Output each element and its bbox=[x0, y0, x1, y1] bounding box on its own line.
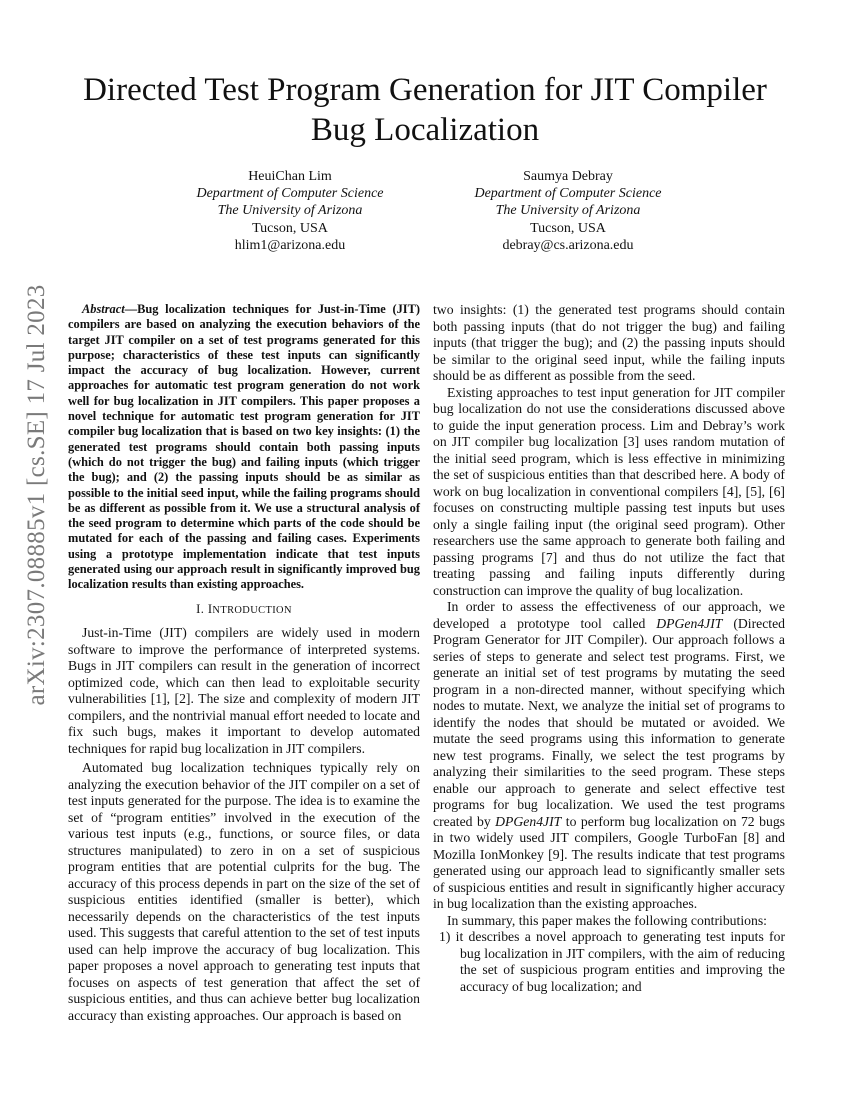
tool-name: DPGen4JIT bbox=[495, 813, 562, 829]
tool-name: DPGen4JIT bbox=[656, 615, 723, 631]
section-title-rest: NTRODUCTION bbox=[212, 604, 292, 616]
arxiv-stamp bbox=[17, 284, 57, 706]
author-email[interactable]: hlim1@arizona.edu bbox=[234, 237, 346, 253]
intro-paragraph-2-continued: two insights: (1) the generated test programs should contain both passing inputs (that do not trigger the bug) and failing inputs (that trigger the bug); and (2) the passing inputs should be similar to the original seed input, while the failing inputs should be as different as possible from the seed. bbox=[433, 302, 785, 383]
intro-p4-a: In order to assess the effectiveness of our approach, we developed a prototype tool called bbox=[433, 599, 785, 631]
intro-p4-c: to perform bug localization on 72 bugs in two widely used JIT compilers, Google TurboFan [8] and Mozilla IonMonkey [9]. The results indicate that test programs generated using our approach lead to significantly smaller sets of suspicious entities and result in significantly higher accuracy in bug localization than the existing approaches. bbox=[433, 813, 785, 911]
intro-paragraph-3: Existing approaches to test input generation for JIT compiler bug localization do not use the considerations discussed above to guide the input generation process. Lim and Debray’s work on JIT compiler bug localization [3] uses random mutation of the initial seed program, which is less effective in minimizing the set of suspicious entities than that described here. A body of work on bug localization in conventional compilers [4], [5], [6] focuses on constructing multiple passing test inputs but uses only a single failing input (the original seed program). Other researchers use the same approach to generate both failing and passing programs [7] and thus do not utilize the fact that treating passing and failing inputs differently during construction can improve the quality of bug localization. bbox=[433, 384, 785, 598]
author-location: Tucson, USA bbox=[530, 220, 606, 236]
abstract-text: Bug localization techniques for Just-in-Time (JIT) compilers are based on analyzing the execution behaviors of the target JIT compiler on a set of test programs generated for this purpose; characteristics of these test inputs can significantly impact the accuracy of bug localization. However, current approaches for automatic test program generation do not work well for bug localization in JIT compilers. This paper proposes a novel technique for automatic test program generation for JIT compiler bug localization that is based on two key insights: (1) the generated test programs should contain both passing inputs (which do not trigger the bug) and failing inputs (which trigger the bug); and (2) the passing inputs should be as similar as possible to the initial seed input, while the failing programs should be as different as possible from it. We use a structural analysis of the seed program to determine which parts of the code should be mutated for each of the passing and failing cases. Experiments using a prototype implementation indicate that test inputs generated using our approach result in significantly improved bug localization results than existing approaches. bbox=[68, 302, 420, 592]
intro-paragraph-1: Just-in-Time (JIT) compilers are widely used in modern software to improve the performance of interpreted systems. Bugs in JIT compilers can result in the generation of incorrect optimized code, which can then lead to exploitable security vulnerabilities [1], [2]. The size and complexity of modern JIT compilers, and the nontrivial manual effort needed to locate and fix such bugs, makes it important to develop automated techniques for rapid bug localization in JIT compilers. bbox=[68, 625, 420, 756]
intro-paragraph-4 bbox=[433, 599, 785, 913]
intro-paragraph-2: Automated bug localization techniques typically rely on analyzing the execution behavior of the JIT compiler on a set of test inputs generated for the purpose. The idea is to examine the set of “program entities” involved in the execution of the various test inputs (e.g., functions, or source files, or data structures manipulated) to zero in on a set of suspicious program entities that are potential culprits for the bug. The accuracy of this process depends in part on the size of the set of suspicious entities identified (smaller is better), which necessarily depends on the characteristics of the test inputs used. This suggests that careful attention to the set of test inputs used can help improve the accuracy of bug localization. This paper proposes a novel approach to generating test inputs that focuses on aspects of test generation that affect the set of suspicious entities, and thus can achieve better bug localization accuracy than existing approaches. Our approach is based on bbox=[68, 760, 420, 1023]
section-title-initial: I bbox=[207, 601, 213, 616]
left-column bbox=[68, 302, 420, 1024]
author-email[interactable]: debray@cs.arizona.edu bbox=[502, 237, 634, 253]
author-institution: The University of Arizona bbox=[495, 203, 641, 219]
intro-p4-b: (Directed Program Generator for JIT Compiler). Our approach follows a series of steps to generate and select test programs. First, we generate an initial set of test programs by mutating the seed program in a non-directed manner, without specifying which nodes to mutate. Next, we analyze the initial set of programs to identify the nodes that should be mutated or avoided. We mutate the seed programs using this information to generate new test programs. Finally, we select the test programs by analyzing their similarities to the seed program. These steps enable our approach to generate and select effective test programs for bug localization. We used the test programs created by bbox=[433, 615, 786, 829]
list-item: 1) it describes a novel approach to generating test inputs for bug localization in JIT compilers, with the aim of reducing the set of suspicious program entities and improving the accuracy of bug localization; and bbox=[439, 929, 785, 994]
intro-paragraph-5: In summary, this paper makes the following contributions: bbox=[447, 912, 767, 928]
section-numeral: I. bbox=[196, 601, 208, 616]
paper-title-line-2: Bug Localization bbox=[310, 112, 540, 148]
paper-title-line-1: Directed Test Program Generation for JIT Compiler bbox=[83, 72, 767, 108]
right-column bbox=[433, 302, 785, 995]
author-name: HeuiChan Lim bbox=[248, 169, 332, 184]
abstract-label: Abstract bbox=[82, 302, 125, 316]
author-block-1 bbox=[140, 168, 440, 254]
author-block-2 bbox=[418, 168, 718, 254]
section-heading-introduction bbox=[68, 601, 420, 620]
author-department: Department of Computer Science bbox=[474, 186, 662, 202]
author-department: Department of Computer Science bbox=[196, 186, 384, 202]
contributions-list bbox=[433, 929, 785, 995]
arxiv-stamp-text: arXiv:2307.08885v1 [cs.SE] 17 Jul 2023 bbox=[23, 284, 50, 706]
abstract bbox=[68, 302, 420, 593]
author-institution: The University of Arizona bbox=[217, 203, 363, 219]
author-location: Tucson, USA bbox=[252, 220, 328, 236]
author-name: Saumya Debray bbox=[523, 169, 613, 184]
abstract-dash: — bbox=[124, 302, 138, 316]
paper-title bbox=[60, 70, 790, 150]
